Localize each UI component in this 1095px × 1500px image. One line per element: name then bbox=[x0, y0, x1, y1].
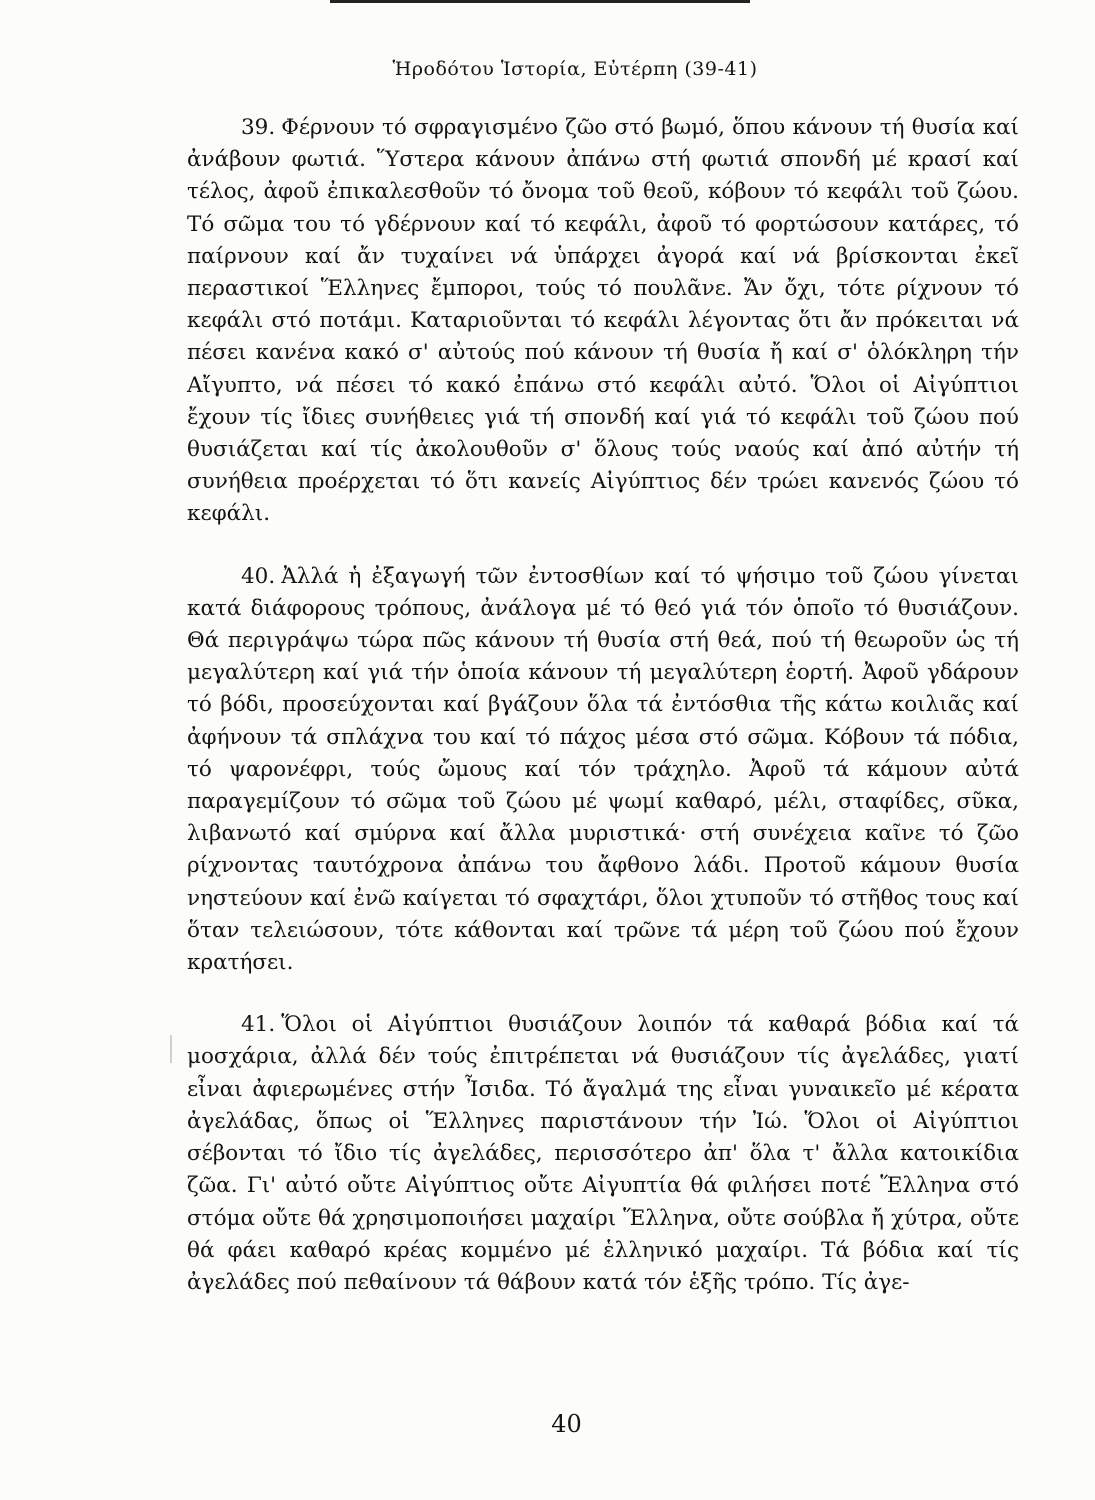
page-number: 40 bbox=[551, 1410, 582, 1438]
paragraph-number: 41. bbox=[241, 1012, 276, 1038]
paragraph-text: Φέρνουν τό σφραγισμένο ζῶο στό βωμό, ὅπου κάνουν τή θυσία καί ἀνάβουν φωτιά. Ὕστερα κάνουν ἀπάνω στή φωτιά σπονδή μέ κρασί καί τέλος, ἀφοῦ ἐπικαλεσθοῦν τό ὄνομα τοῦ θεοῦ, κόβουν τό κεφάλι τοῦ ζώου. Τό σῶμα του τό γδέρνουν καί τό κεφάλι, ἀφοῦ τό φορτώσουν κατάρες, τό παίρνουν καί ἄν τυχαίνει νά ὑπάρχει ἀγορά καί νά βρίσκονται ἐκεῖ περαστικοί Ἕλληνες ἔμποροι, τούς τό πουλᾶνε. Ἄν ὄχι, τότε ρίχνουν τό κεφάλι στό ποτάμι. Καταριοῦνται τό κεφάλι λέγοντας ὅτι ἄν πρόκειται νά πέσει κανένα κακό σ' αὐτούς πού κάνουν τή θυσία ἤ καί σ' ὁλόκληρη τήν Αἴγυπτο, νά πέσει τό κακό ἐπάνω στό κεφάλι αὐτό. Ὅλοι οἱ Αἰγύπτιοι ἔχουν τίς ἴδιες συνήθειες γιά τή σπονδή καί γιά τό κεφάλι τοῦ ζώου πού θυσιάζεται καί τίς ἀκολουθοῦν σ' ὅλους τούς ναούς καί ἀπό αὐτήν τή συνήθεια προέρχεται τό ὅτι κανείς Αἰγύπτιος δέν τρώει κανενός ζώου τό κεφάλι. bbox=[187, 115, 1019, 527]
margin-mark bbox=[170, 1035, 172, 1063]
top-edge-rule bbox=[330, 0, 750, 3]
paragraph-text: Ἀλλά ἡ ἐξαγωγή τῶν ἐντοσθίων καί τό ψήσιμο τοῦ ζώου γίνεται κατά διάφορους τρόπους, ἀνάλογα μέ τό θεό γιά τόν ὁποῖο τό θυσιάζουν. Θά περιγράψω τώρα πῶς κάνουν τή θυσία στή θεά, πού τή θεωροῦν ὡς τή μεγαλύτερη καί γιά τήν ὁποία κάνουν τή μεγαλύτερη ἑορτή. Ἀφοῦ γδάρουν τό βόδι, προσεύχονται καί βγάζουν ὅλα τά ἐντόσθια τῆς κάτω κοιλιᾶς καί ἀφήνουν τά σπλάχνα του καί τό πάχος μέσα στό σῶμα. Κόβουν τά πόδια, τό ψαρονέφρι, τούς ὤμους καί τόν τράχηλο. Ἀφοῦ τά κάμουν αὐτά παραγεμίζουν τό σῶμα τοῦ ζώου μέ ψωμί καθαρό, μέλι, σταφίδες, σῦκα, λιβανωτό καί σμύρνα καί ἄλλα μυριστικά· στή συνέχεια καῖνε τό ζῶο ρίχνοντας ταυτόχρονα ἀπάνω του ἄφθονο λάδι. Προτοῦ κάμουν θυσία νηστεύουν καί ἐνῶ καίγεται τό σφαχτάρι, ὅλοι χτυποῦν τό στῆθος τους καί ὅταν τελειώσουν, τότε κάθονται καί τρῶνε τά μέρη τοῦ ζώου πού ἔχουν κρατήσει. bbox=[187, 563, 1019, 976]
paragraph-number: 39. bbox=[241, 115, 276, 140]
running-header: Ἡροδότου Ἱστορία, Εὐτέρπη (39-41) bbox=[392, 58, 758, 80]
body-text bbox=[187, 112, 1019, 1299]
paragraph-40 bbox=[187, 561, 1019, 980]
paragraph-number: 40. bbox=[241, 563, 276, 589]
paragraph-41 bbox=[187, 1009, 1019, 1299]
paragraph-text: Ὅλοι οἱ Αἰγύπτιοι θυσιάζουν λοιπόν τά καθαρά βόδια καί τά μοσχάρια, ἀλλά δέν τούς ἐπιτρέπεται νά θυσιάζουν τίς ἀγελάδες, γιατί εἶναι ἀφιερωμένες στήν Ἶσιδα. Τό ἄγαλμά της εἶναι γυναικεῖο μέ κέρατα ἀγελάδας, ὅπως οἱ Ἕλληνες παριστάνουν τήν Ἰώ. Ὅλοι οἱ Αἰγύπτιοι σέβονται τό ἴδιο τίς ἀγελάδες, περισσότερο ἀπ' ὅλα τ' ἄλλα κατοικίδια ζῶα. Γι' αὐτό οὔτε Αἰγύπτιος οὔτε Αἰγυπτία θά φιλήσει ποτέ Ἕλληνα στό στόμα οὔτε θά χρησιμοποιήσει μαχαίρι Ἕλληνα, οὔτε σούβλα ἤ χύτρα, οὔτε θά φάει καθαρό κρέας κομμένο μέ ἑλληνικό μαχαίρι. Τά βόδια καί τίς ἀγελάδες πού πεθαίνουν τά θάβουν κατά τόν ἑξῆς τρόπο. Τίς ἀγε- bbox=[187, 1012, 1019, 1295]
paragraph-39 bbox=[187, 112, 1019, 531]
